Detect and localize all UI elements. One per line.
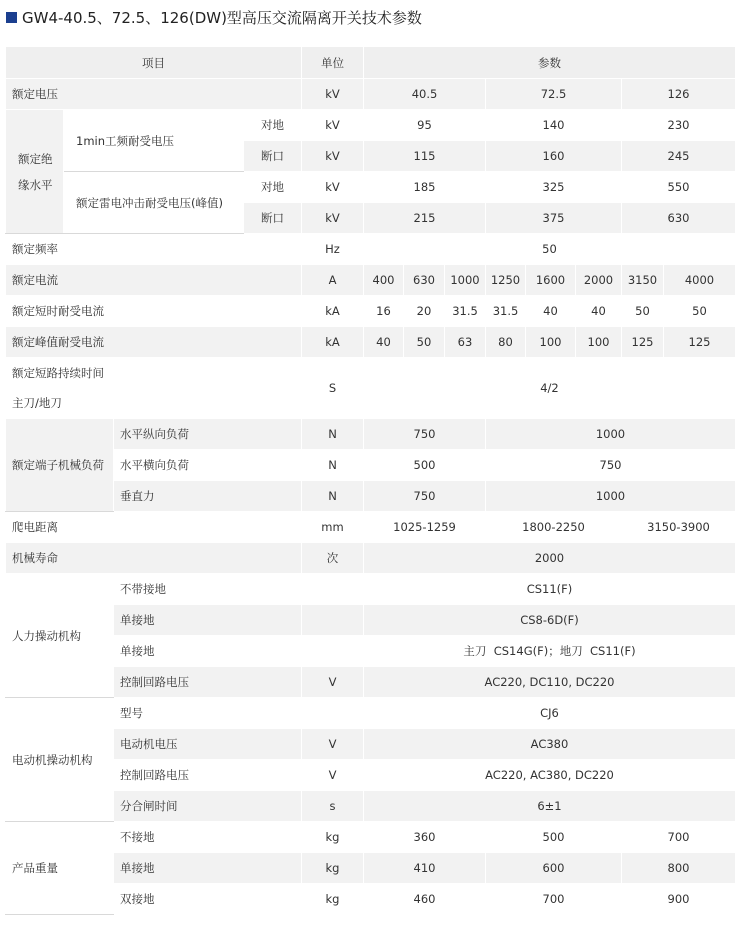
table-cell: 单接地: [114, 605, 302, 636]
table-cell: 40: [576, 296, 622, 327]
table-cell: 40.5: [364, 79, 486, 110]
table-cell: kV: [302, 172, 364, 203]
table-cell: 115: [364, 141, 486, 172]
table-cell: 80: [486, 327, 526, 358]
table-cell: [302, 698, 364, 729]
table-row: [6, 512, 736, 543]
table-cell: 产品重量: [6, 822, 114, 915]
table-cell: 电动机电压: [114, 729, 302, 760]
table-cell: 410: [364, 853, 486, 884]
table-cell: 2000: [364, 543, 736, 574]
table-cell: 主刀 CS14G(F)；地刀 CS11(F): [364, 636, 736, 667]
table-cell: 次: [302, 543, 364, 574]
table-cell: 不接地: [114, 822, 302, 853]
table-cell: 1800-2250: [486, 512, 622, 543]
table-cell: kA: [302, 296, 364, 327]
table-cell: 1025-1259: [364, 512, 486, 543]
table-cell: [302, 636, 364, 667]
title-square-icon: [6, 12, 17, 23]
table-cell: 245: [622, 141, 736, 172]
table-cell: 水平纵向负荷: [114, 419, 302, 450]
insulation-label: 额定绝 缘水平: [6, 110, 64, 234]
table-row: [6, 636, 736, 667]
table-cell: 125: [622, 327, 664, 358]
table-cell: 40: [364, 327, 404, 358]
table-cell: 500: [364, 450, 486, 481]
table-row: [6, 605, 736, 636]
table-cell: 50: [404, 327, 445, 358]
table-row: [6, 481, 736, 512]
table-cell: 对地: [244, 172, 302, 203]
table-row: [6, 698, 736, 729]
table-cell: 40: [526, 296, 576, 327]
table-row: [6, 296, 736, 327]
table-cell: N: [302, 450, 364, 481]
table-row: [6, 729, 736, 760]
table-cell: 126: [622, 79, 736, 110]
table-cell: kg: [302, 884, 364, 915]
table-cell: 1000: [486, 481, 736, 512]
table-cell: 1000: [486, 419, 736, 450]
table-cell: 额定频率: [6, 234, 302, 265]
table-cell: 750: [364, 419, 486, 450]
table-header-row: [6, 47, 736, 79]
table-cell: 3150: [622, 265, 664, 296]
table-cell: 3150-3900: [622, 512, 736, 543]
table-cell: 4/2: [364, 358, 736, 419]
table-cell: 水平横向负荷: [114, 450, 302, 481]
table-cell: 160: [486, 141, 622, 172]
table-cell: 控制回路电压: [114, 760, 302, 791]
table-cell: AC220, DC110, DC220: [364, 667, 736, 698]
table-cell: 630: [622, 203, 736, 234]
table-cell: 额定雷电冲击耐受电压(峰值): [64, 172, 244, 234]
table-cell: Hz: [302, 234, 364, 265]
table-cell: 16: [364, 296, 404, 327]
table-cell: 人力操动机构: [6, 574, 114, 698]
table-cell: CS11(F): [364, 574, 736, 605]
table-row: [6, 791, 736, 822]
header-unit: 单位: [302, 47, 364, 79]
table-cell: [302, 574, 364, 605]
table-cell: 额定峰值耐受电流: [6, 327, 302, 358]
table-cell: 额定电流: [6, 265, 302, 296]
page-title: [6, 6, 422, 28]
table-cell: 700: [622, 822, 736, 853]
spec-table: [5, 46, 736, 915]
table-cell: 100: [526, 327, 576, 358]
table-cell: 爬电距离: [6, 512, 302, 543]
table-cell: mm: [302, 512, 364, 543]
table-cell: 230: [622, 110, 736, 141]
table-cell: V: [302, 667, 364, 698]
table-row: [6, 574, 736, 605]
table-cell: 31.5: [445, 296, 486, 327]
table-cell: 对地: [244, 110, 302, 141]
table-cell: 断口: [244, 141, 302, 172]
table-cell: 140: [486, 110, 622, 141]
table-cell: kg: [302, 853, 364, 884]
table-cell: N: [302, 419, 364, 450]
table-row: [6, 419, 736, 450]
table-row: [6, 79, 736, 110]
table-cell: 72.5: [486, 79, 622, 110]
table-cell: 185: [364, 172, 486, 203]
table-cell: 20: [404, 296, 445, 327]
table-row: [6, 358, 736, 419]
table-cell: 4000: [664, 265, 736, 296]
table-cell: kA: [302, 327, 364, 358]
table-cell: 95: [364, 110, 486, 141]
table-row: [6, 822, 736, 853]
table-row: [6, 327, 736, 358]
table-cell: 125: [664, 327, 736, 358]
table-row: [6, 543, 736, 574]
table-cell: kV: [302, 79, 364, 110]
table-cell: 控制回路电压: [114, 667, 302, 698]
header-item: 项目: [6, 47, 302, 79]
table-cell: 额定电压: [6, 79, 302, 110]
table-cell: 50: [664, 296, 736, 327]
table-cell: 额定端子机械负荷: [6, 419, 114, 512]
table-cell: s: [302, 791, 364, 822]
table-cell: 550: [622, 172, 736, 203]
table-cell: 50: [622, 296, 664, 327]
table-cell: 2000: [576, 265, 622, 296]
table-cell: 325: [486, 172, 622, 203]
table-cell: 460: [364, 884, 486, 915]
table-cell: 63: [445, 327, 486, 358]
table-cell: 不带接地: [114, 574, 302, 605]
table-cell: 360: [364, 822, 486, 853]
table-cell: 400: [364, 265, 404, 296]
title-text: GW4-40.5、72.5、126(DW)型高压交流隔离开关技术参数: [22, 8, 422, 27]
table-cell: 500: [486, 822, 622, 853]
table-row: [6, 110, 736, 141]
table-row: [6, 234, 736, 265]
table-row: [6, 450, 736, 481]
table-row: [6, 760, 736, 791]
table-cell: 型号: [114, 698, 302, 729]
table-cell: S: [302, 358, 364, 419]
table-cell: AC380: [364, 729, 736, 760]
table-cell: 800: [622, 853, 736, 884]
table-cell: 垂直力: [114, 481, 302, 512]
table-cell: 1min工频耐受电压: [64, 110, 244, 172]
table-cell: 100: [576, 327, 622, 358]
table-cell: kV: [302, 110, 364, 141]
table-row: [6, 265, 736, 296]
table-cell: AC220, AC380, DC220: [364, 760, 736, 791]
table-cell: 700: [486, 884, 622, 915]
table-cell: 双接地: [114, 884, 302, 915]
table-cell: 分合闸时间: [114, 791, 302, 822]
table-row: [6, 667, 736, 698]
table-cell: kV: [302, 203, 364, 234]
table-cell: A: [302, 265, 364, 296]
header-params: 参数: [364, 47, 736, 79]
table-cell: CJ6: [364, 698, 736, 729]
table-cell: 900: [622, 884, 736, 915]
table-row: [6, 172, 736, 203]
table-cell: 1250: [486, 265, 526, 296]
table-cell: 375: [486, 203, 622, 234]
table-cell: 600: [486, 853, 622, 884]
table-cell: 630: [404, 265, 445, 296]
table-cell: kg: [302, 822, 364, 853]
table-cell: V: [302, 760, 364, 791]
table-cell: 断口: [244, 203, 302, 234]
table-cell: N: [302, 481, 364, 512]
table-cell: kV: [302, 141, 364, 172]
table-cell: 单接地: [114, 636, 302, 667]
table-cell: 额定短时耐受电流: [6, 296, 302, 327]
table-cell: 1000: [445, 265, 486, 296]
table-cell: 750: [486, 450, 736, 481]
table-row: [6, 884, 736, 915]
table-cell: [302, 605, 364, 636]
table-row: [6, 853, 736, 884]
table-cell: 750: [364, 481, 486, 512]
table-cell: 机械寿命: [6, 543, 302, 574]
table-cell: 额定短路持续时间 主刀/地刀: [6, 358, 302, 419]
table-cell: 50: [364, 234, 736, 265]
table-cell: V: [302, 729, 364, 760]
table-cell: 31.5: [486, 296, 526, 327]
table-cell: 215: [364, 203, 486, 234]
table-cell: 6±1: [364, 791, 736, 822]
table-cell: 电动机操动机构: [6, 698, 114, 822]
table-cell: CS8-6D(F): [364, 605, 736, 636]
table-cell: 单接地: [114, 853, 302, 884]
table-cell: 1600: [526, 265, 576, 296]
